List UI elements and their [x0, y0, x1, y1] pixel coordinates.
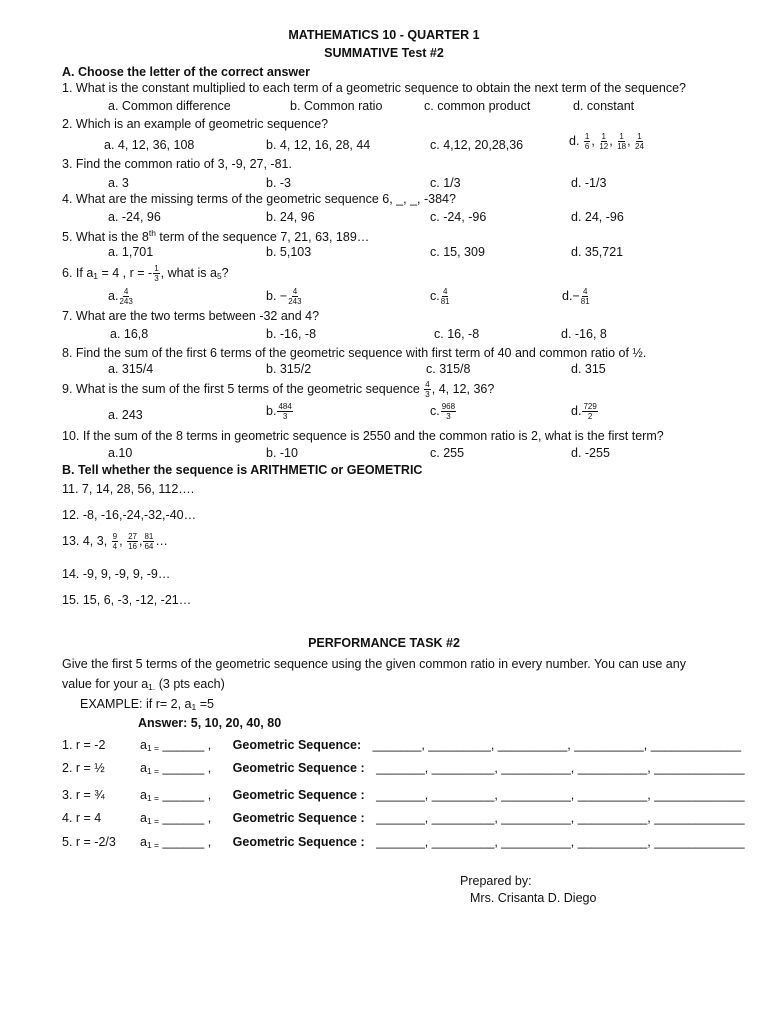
a1-blank[interactable]: ______ — [162, 738, 205, 752]
question-14: 14. -9, 9, -9, 9, -9… — [62, 567, 171, 581]
question-13: 13. 4, 3, $\frac{9}{4}$ , $\frac{27}{16}$ , $\frac{81}{64}$ … — [62, 532, 168, 551]
q8-choice-c: c. 315/8 — [426, 362, 471, 376]
q2-d-prefix: d. — [569, 133, 580, 148]
q10-choice-a: a.10 — [108, 446, 133, 460]
q6-choice-d: d.− $\frac{4}{81}$ — [562, 287, 590, 306]
q4-choice-a: a. -24, 96 — [108, 210, 161, 224]
part-b-heading: B. Tell whether the sequence is ARITHMETIC or GEOMETRIC — [62, 463, 423, 477]
q5-choice-a: a. 1,701 — [108, 245, 154, 259]
sequence-blanks[interactable]: _______, _________, __________, __________, _____________ — [372, 738, 742, 752]
task-row-4: 4. r = 4 a1 = ______ , Geometric Sequence : _______, _________, __________, __________, _____________ — [62, 811, 745, 826]
task-row-3: 3. r = ¾ a1 = ______ , Geometric Sequence : _______, _________, __________, __________, _____________ — [62, 788, 745, 803]
question-1: 1. What is the constant multiplied to each term of a geometric sequence to obtain the next term of the sequence? — [62, 81, 686, 95]
task-example-answer: Answer: 5, 10, 20, 40, 80 — [138, 716, 282, 730]
a1-blank[interactable]: ______ — [162, 811, 205, 825]
q7-choice-b: b. -16, -8 — [266, 327, 317, 341]
worksheet-subtitle: SUMMATIVE Test #2 — [324, 46, 444, 60]
sequence-blanks[interactable]: _______, _________, __________, __________, _____________ — [376, 788, 745, 802]
q5-choice-c: c. 15, 309 — [430, 245, 485, 259]
q3-choice-c: c. 1/3 — [430, 176, 461, 190]
a1-blank[interactable]: ______ — [162, 761, 205, 775]
geometric-sequence-label: Geometric Sequence : — [232, 811, 365, 825]
question-9: 9. What is the sum of the first 5 terms of the geometric sequence $\frac{4}{3}$ , 4, 12, 36? — [62, 380, 495, 399]
geometric-sequence-label: Geometric Sequence: — [232, 738, 362, 752]
q9-choice-a: a. 243 — [108, 408, 143, 422]
q9-choice-c: c. $\frac{968}{3}$ — [430, 402, 456, 421]
geometric-sequence-label: Geometric Sequence : — [232, 835, 365, 849]
a1-blank[interactable]: ______ — [162, 788, 205, 802]
q1-choice-a: a. Common difference — [108, 99, 231, 113]
task-row-2: 2. r = ½ a1 = ______ , Geometric Sequence : _______, _________, __________, __________, _____________ — [62, 761, 745, 776]
q2-choice-c: c. 4,12, 20,28,36 — [430, 138, 524, 152]
question-12: 12. -8, -16,-24,-32,-40… — [62, 508, 197, 522]
sequence-blanks[interactable]: _______, _________, __________, __________, _____________ — [376, 835, 745, 849]
question-11: 11. 7, 14, 28, 56, 112…. — [62, 482, 195, 496]
task-row-ratio: 3. r = ¾ — [62, 788, 105, 802]
q5-choice-b: b. 5,103 — [266, 245, 312, 259]
q3-choice-d: d. -1/3 — [571, 176, 607, 190]
q2-choice-d: d. $\frac{1}{6}$ , $\frac{1}{12}$ , $\frac{1}{18}$ , $\frac{1}{24}$ — [569, 132, 644, 151]
question-3: 3. Find the common ratio of 3, -9, 27, -81. — [62, 157, 292, 171]
q10-choice-d: d. -255 — [571, 446, 610, 460]
q1-choice-c: c. common product — [424, 99, 531, 113]
task-row-ratio: 1. r = -2 — [62, 738, 106, 752]
prepared-by-label: Prepared by: — [460, 874, 532, 888]
question-5: 5. What is the 8th term of the sequence 7, 21, 63, 189… — [62, 228, 370, 244]
q7-choice-d: d. -16, 8 — [561, 327, 607, 341]
a1-blank[interactable]: ______ — [162, 835, 205, 849]
question-10: 10. If the sum of the 8 terms in geometric sequence is 2550 and the common ratio is 2, what is the first term? — [62, 429, 664, 443]
task-instruction-line-2: value for your $a_{1.}$ (3 pts each) — [62, 677, 225, 692]
q10-choice-c: c. 255 — [430, 446, 465, 460]
geometric-sequence-label: Geometric Sequence : — [232, 761, 365, 775]
question-8: 8. Find the sum of the first 6 terms of the geometric sequence with first term of 40 and common ratio of ½. — [62, 346, 647, 360]
q2-d-fraction-4: $\frac{1}{24}$ — [635, 132, 644, 151]
question-4: 4. What are the missing terms of the geometric sequence 6, _, _, -384? — [62, 192, 456, 206]
task-row-ratio: 2. r = ½ — [62, 761, 105, 775]
task-row-5: 5. r = -2/3 a1 = ______ , Geometric Sequence : _______, _________, __________, __________, _____________ — [62, 835, 745, 850]
q10-choice-b: b. -10 — [266, 446, 298, 460]
teacher-name: Mrs. Crisanta D. Diego — [470, 891, 597, 905]
q5-choice-d: d. 35,721 — [571, 245, 624, 259]
q9-choice-d: d. $\frac{729}{2}$ — [571, 402, 597, 421]
q2-choice-a: a. 4, 12, 36, 108 — [104, 138, 195, 152]
q6-choice-c: c. $\frac{4}{81}$ — [430, 287, 450, 306]
q6-choice-a: a. $\frac{4}{243}$ — [108, 287, 133, 306]
question-6: 6. If $a_1 = 4$ , r = - $\frac{1}{3}$ , what is $a_5$? — [62, 264, 229, 283]
q6-ratio-fraction: $\frac{1}{3}$ — [154, 264, 159, 283]
geometric-sequence-label: Geometric Sequence : — [232, 788, 365, 802]
q1-choice-b: b. Common ratio — [290, 99, 383, 113]
part-a-heading: A. Choose the letter of the correct answer — [62, 65, 310, 79]
q2-d-fraction-1: $\frac{1}{6}$ — [584, 132, 590, 151]
q2-d-fraction-2: $\frac{1}{12}$ — [599, 132, 609, 151]
q1-choice-d: d. constant — [573, 99, 635, 113]
question-15: 15. 15, 6, -3, -12, -21… — [62, 593, 192, 607]
task-example: EXAMPLE: if r= 2, $a_1 =5$ — [80, 697, 214, 712]
q7-choice-a: a. 16,8 — [110, 327, 149, 341]
task-row-ratio: 5. r = -2/3 — [62, 835, 116, 849]
q6-choice-b: b. − $\frac{4}{243}$ — [266, 287, 302, 306]
task-row-1: 1. r = -2 a1 = ______ , Geometric Sequence: _______, _________, __________, __________, _____________ — [62, 738, 742, 753]
q4-choice-d: d. 24, -96 — [571, 210, 624, 224]
q2-choice-b: b. 4, 12, 16, 28, 44 — [266, 138, 371, 152]
question-2: 2. Which is an example of geometric sequence? — [62, 117, 329, 131]
q7-choice-c: c. 16, -8 — [434, 327, 480, 341]
q9-sequence-fraction: $\frac{4}{3}$ — [425, 380, 430, 399]
q9-choice-b: b. $\frac{484}{3}$ — [266, 402, 292, 421]
worksheet-title: MATHEMATICS 10 - QUARTER 1 — [288, 28, 480, 42]
q3-choice-a: a. 3 — [108, 176, 129, 190]
task-instruction-line-1: Give the first 5 terms of the geometric sequence using the given common ratio in every number. You can use any — [62, 657, 686, 671]
performance-task-heading: PERFORMANCE TASK #2 — [308, 636, 460, 650]
q2-d-fraction-3: $\frac{1}{18}$ — [617, 132, 627, 151]
q8-choice-a: a. 315/4 — [108, 362, 154, 376]
sequence-blanks[interactable]: _______, _________, __________, __________, _____________ — [376, 811, 745, 825]
q4-choice-b: b. 24, 96 — [266, 210, 315, 224]
question-7: 7. What are the two terms between -32 and 4? — [62, 309, 320, 323]
q8-choice-b: b. 315/2 — [266, 362, 312, 376]
sequence-blanks[interactable]: _______, _________, __________, __________, _____________ — [376, 761, 745, 775]
q8-choice-d: d. 315 — [571, 362, 606, 376]
task-row-ratio: 4. r = 4 — [62, 811, 102, 825]
q4-choice-c: c. -24, -96 — [430, 210, 487, 224]
q3-choice-b: b. -3 — [266, 176, 292, 190]
